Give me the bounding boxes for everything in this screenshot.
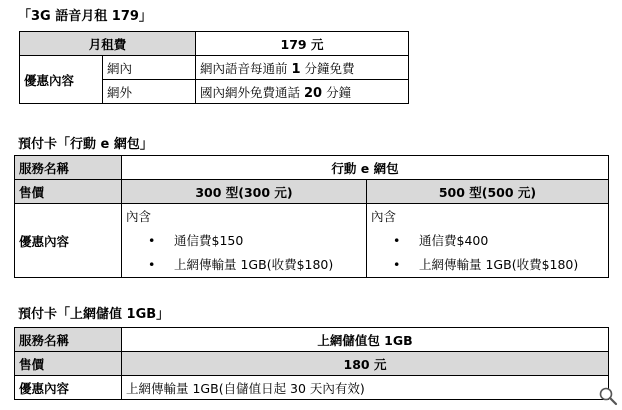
- price3-label: 售價: [15, 352, 122, 376]
- list-item: • 上網傳輸量 1GB(收費$180): [126, 253, 362, 277]
- on-net-desc: 網內語音每通前 1 分鐘免費: [196, 56, 409, 80]
- plan-500-price: 500 型(500 元): [367, 180, 609, 204]
- off-net-label: 網外: [103, 80, 196, 104]
- service3-name-label: 服務名稱: [15, 328, 122, 352]
- plan-300-price: 300 型(300 元): [122, 180, 367, 204]
- section3-title: 預付卡「上網儲值 1GB」: [18, 307, 170, 322]
- plan-300-content: [122, 204, 367, 278]
- service3-name-value: 上網儲值包 1GB: [122, 328, 609, 352]
- section3-table: [14, 327, 609, 400]
- section3-discount-value: 上網傳輸量 1GB(自儲值日起 30 天內有效): [122, 376, 609, 400]
- bullet-icon: •: [393, 256, 401, 272]
- list-item: • 通信費$400: [371, 229, 604, 253]
- list-item: • 上網傳輸量 1GB(收費$180): [371, 253, 604, 277]
- section3-discount-label: 優惠內容: [15, 376, 122, 400]
- price-label: 售價: [15, 180, 122, 204]
- plan-300-includes: 內含: [126, 208, 152, 224]
- service-name-label: 服務名稱: [15, 156, 122, 180]
- on-net-label: 網內: [103, 56, 196, 80]
- price3-value: 180 元: [122, 352, 609, 376]
- plan-500-content: [367, 204, 609, 278]
- list-item: • 通信費$150: [126, 229, 362, 253]
- bullet-icon: •: [393, 232, 401, 248]
- section2-table: [14, 155, 609, 278]
- plan-500-includes: 內含: [371, 208, 397, 224]
- section2-discount-label: 優惠內容: [15, 204, 122, 278]
- monthly-fee-value: 179 元: [196, 32, 409, 56]
- section1-title: 「3G 語音月租 179」: [18, 9, 152, 24]
- service-name-value: 行動 e 網包: [122, 156, 609, 180]
- bullet-icon: •: [148, 256, 156, 272]
- section1-discount-label: 優惠內容: [20, 56, 103, 104]
- section2-title: 預付卡「行動 e 網包」: [18, 137, 153, 152]
- section1-table: [19, 31, 409, 104]
- magnifier-icon[interactable]: [598, 386, 618, 406]
- monthly-fee-label: 月租費: [20, 32, 196, 56]
- bullet-icon: •: [148, 232, 156, 248]
- off-net-desc: 國內網外免費通話 20 分鐘: [196, 80, 409, 104]
